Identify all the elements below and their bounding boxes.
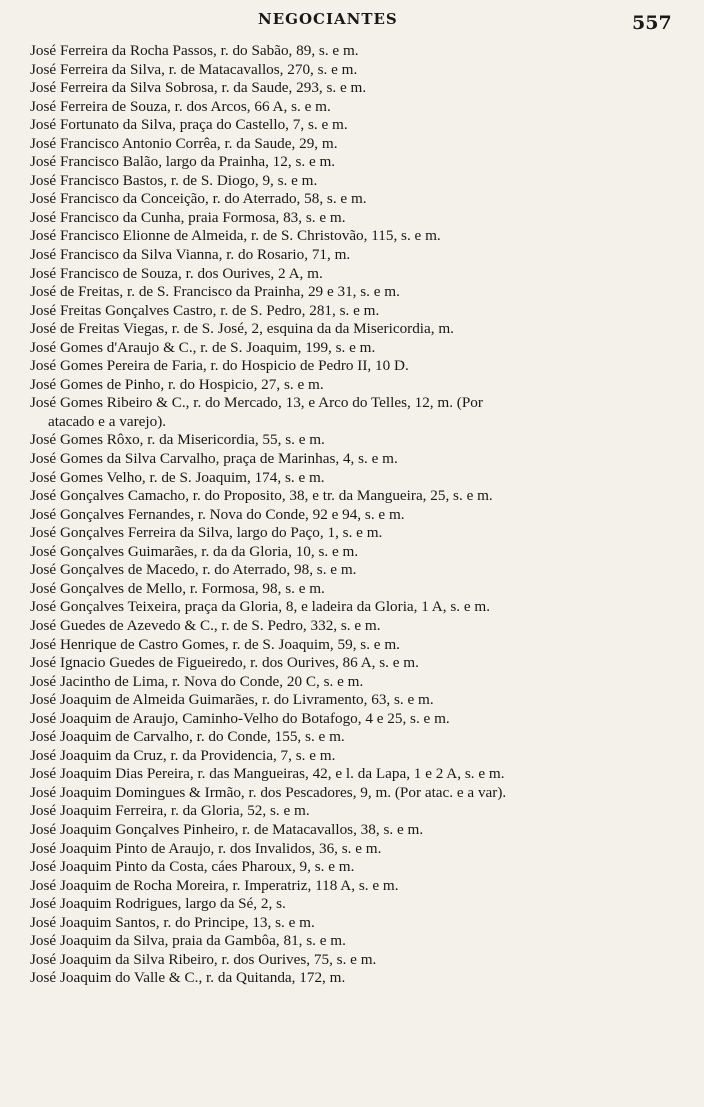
directory-entry: José Joaquim de Almeida Guimarães, r. do Livramento, 63, s. e m. xyxy=(30,691,434,709)
directory-entry: José Joaquim Pinto de Araujo, r. dos Invalidos, 36, s. e m. xyxy=(30,839,382,857)
page-number: 557 xyxy=(632,12,672,34)
directory-entry: José Joaquim da Silva, praia da Gambôa, 81, s. e m. xyxy=(30,932,346,950)
directory-entry: José Gomes Rôxo, r. da Misericordia, 55, s. e m. xyxy=(30,431,325,449)
directory-entry: José Gonçalves Teixeira, praça da Gloria, 8, e ladeira da Gloria, 1 A, s. e m. xyxy=(30,598,491,616)
directory-entry: José Francisco da Silva Vianna, r. do Rosario, 71, m. xyxy=(30,246,351,264)
directory-entry: José Gonçalves Ferreira da Silva, largo do Paço, 1, s. e m. xyxy=(30,524,383,542)
directory-entry: José Ferreira de Souza, r. dos Arcos, 66 A, s. e m. xyxy=(30,97,331,115)
directory-entry: José Gonçalves Camacho, r. do Proposito, 38, e tr. da Mangueira, 25, s. e m. xyxy=(30,487,493,505)
directory-entry: José Henrique de Castro Gomes, r. de S. Joaquim, 59, s. e m. xyxy=(30,635,400,653)
directory-entry: José Gonçalves Fernandes, r. Nova do Conde, 92 e 94, s. e m. xyxy=(30,505,405,523)
directory-entry: José Joaquim Gonçalves Pinheiro, r. de Matacavallos, 38, s. e m. xyxy=(30,820,424,838)
directory-entry: José Gomes Pereira de Faria, r. do Hospicio de Pedro II, 10 D. xyxy=(30,357,409,375)
directory-entry: José Gonçalves Guimarães, r. da da Gloria, 10, s. e m. xyxy=(30,542,359,560)
directory-entry: José Francisco de Souza, r. dos Ourives, 2 A, m. xyxy=(30,264,323,282)
directory-entry: José Francisco Balão, largo da Prainha, 12, s. e m. xyxy=(30,153,336,171)
directory-entry: José Joaquim Ferreira, r. da Gloria, 52, s. e m. xyxy=(30,802,310,820)
directory-entry: José Ferreira da Silva, r. de Matacavallos, 270, s. e m. xyxy=(30,60,358,78)
running-title: NEGOCIANTES xyxy=(258,10,398,28)
directory-entry: José Francisco Antonio Corrêa, r. da Saude, 29, m. xyxy=(30,134,338,152)
directory-entry: José Joaquim do Valle & C., r. da Quitanda, 172, m. xyxy=(30,969,346,987)
directory-entry: José Fortunato da Silva, praça do Castello, 7, s. e m. xyxy=(30,116,348,134)
directory-entry: José Jacintho de Lima, r. Nova do Conde, 20 C, s. e m. xyxy=(30,672,364,690)
directory-entry: José Joaquim Rodrigues, largo da Sé, 2, s. xyxy=(30,895,286,913)
directory-entry: José Joaquim Santos, r. do Principe, 13, s. e m. xyxy=(30,913,315,931)
directory-entry: José Gomes de Pinho, r. do Hospicio, 27, s. e m. xyxy=(30,375,324,393)
directory-entry: José Joaquim Pinto da Costa, cáes Pharoux, 9, s. e m. xyxy=(30,858,355,876)
directory-entry: José Gomes d'Araujo & C., r. de S. Joaquim, 199, s. e m. xyxy=(30,338,376,356)
directory-entry: José Ignacio Guedes de Figueiredo, r. dos Ourives, 86 A, s. e m. xyxy=(30,654,419,672)
directory-entry: José Joaquim Domingues & Irmão, r. dos Pescadores, 9, m. (Por atac. e a var). xyxy=(30,783,507,801)
directory-entry: José Francisco da Conceição, r. do Aterrado, 58, s. e m. xyxy=(30,190,367,208)
directory-entry: José Gomes Velho, r. de S. Joaquim, 174, s. e m. xyxy=(30,468,325,486)
directory-entry: José Joaquim da Silva Ribeiro, r. dos Ourives, 75, s. e m. xyxy=(30,950,377,968)
directory-entry: José Joaquim de Araujo, Caminho-Velho do Botafogo, 4 e 25, s. e m. xyxy=(30,709,450,727)
directory-entry-list xyxy=(30,42,670,988)
directory-entry: José Gomes da Silva Carvalho, praça de Marinhas, 4, s. e m. xyxy=(30,450,398,468)
directory-entry: José Guedes de Azevedo & C., r. de S. Pedro, 332, s. e m. xyxy=(30,616,381,634)
directory-entry: José Gonçalves de Macedo, r. do Aterrado, 98, s. e m. xyxy=(30,561,357,579)
directory-entry: José Ferreira da Rocha Passos, r. do Sabão, 89, s. e m. xyxy=(30,42,359,59)
directory-entry: José Francisco Elionne de Almeida, r. de S. Christovão, 115, s. e m. xyxy=(30,227,441,245)
directory-entry: José de Freitas Viegas, r. de S. José, 2, esquina da da Misericordia, m. xyxy=(30,320,454,338)
directory-entry: José Gonçalves de Mello, r. Formosa, 98, s. e m. xyxy=(30,579,325,597)
page-header xyxy=(0,4,704,38)
directory-entry: atacado e a varejo). xyxy=(48,412,167,430)
directory-entry: José Joaquim Dias Pereira, r. das Mangueiras, 42, e l. da Lapa, 1 e 2 A, s. e m. xyxy=(30,765,505,783)
directory-entry: José Joaquim de Rocha Moreira, r. Imperatriz, 118 A, s. e m. xyxy=(30,876,399,894)
directory-entry: José Ferreira da Silva Sobrosa, r. da Saude, 293, s. e m. xyxy=(30,79,367,97)
directory-entry: José de Freitas, r. de S. Francisco da Prainha, 29 e 31, s. e m. xyxy=(30,283,400,301)
directory-entry: José Francisco Bastos, r. de S. Diogo, 9, s. e m. xyxy=(30,171,318,189)
directory-entry: José Freitas Gonçalves Castro, r. de S. Pedro, 281, s. e m. xyxy=(30,301,380,319)
directory-entry: José Joaquim de Carvalho, r. do Conde, 155, s. e m. xyxy=(30,728,345,746)
directory-entry: José Francisco da Cunha, praia Formosa, 83, s. e m. xyxy=(30,208,346,226)
directory-entry: José Gomes Ribeiro & C., r. do Mercado, 13, e Arco do Telles, 12, m. (Por xyxy=(30,394,483,412)
directory-entry: José Joaquim da Cruz, r. da Providencia, 7, s. e m. xyxy=(30,746,336,764)
